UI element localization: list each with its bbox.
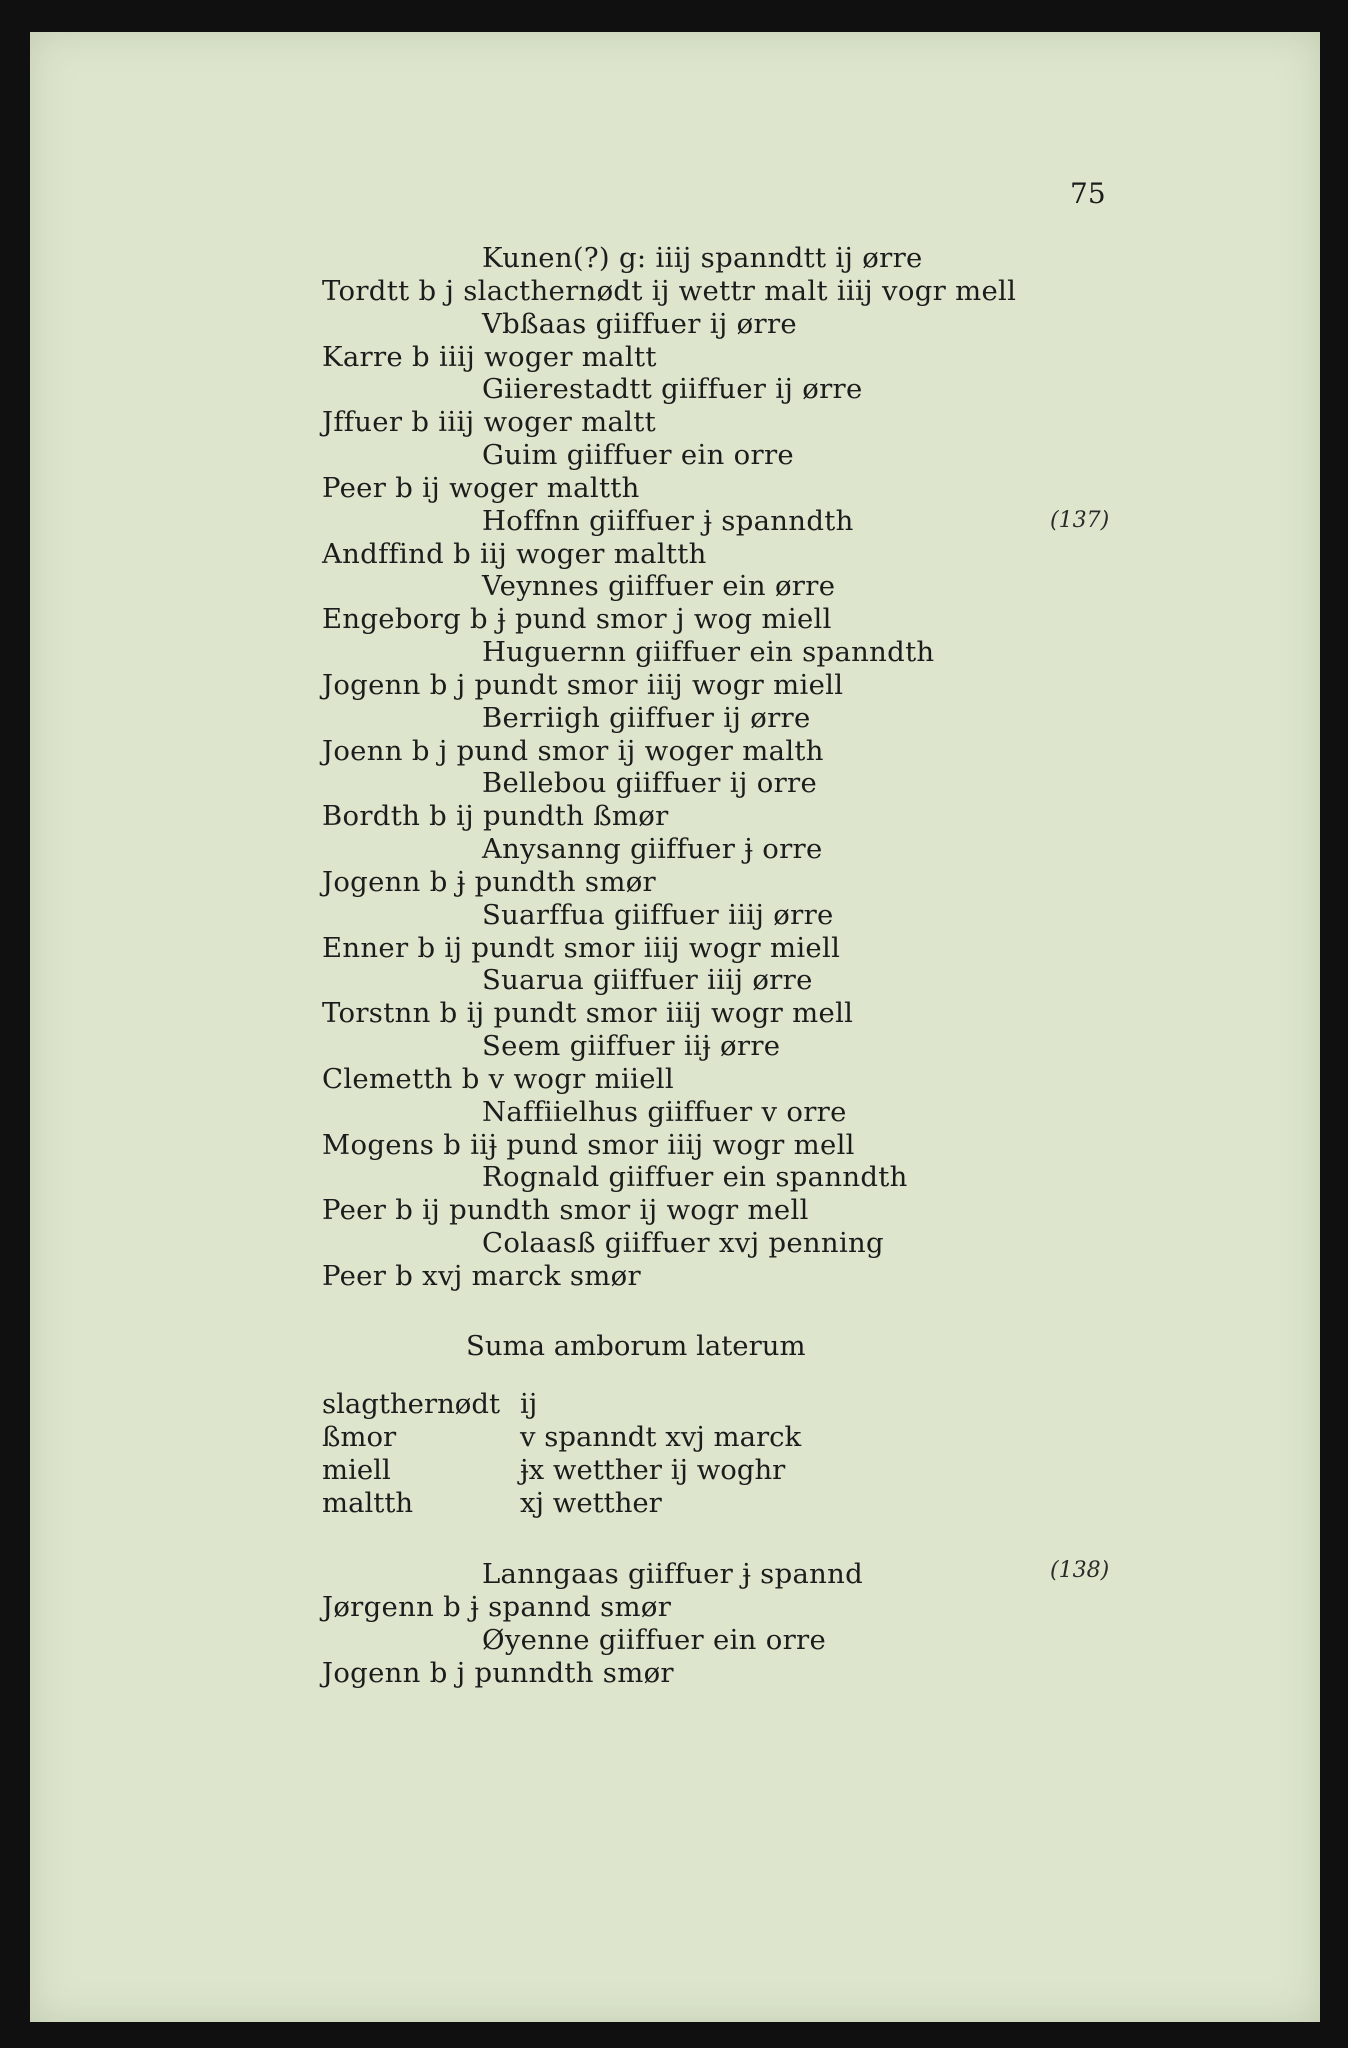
entry-line: Enner b ij pundt smor iiij wogr miell	[322, 932, 841, 964]
entry-line: Lanngaas giiffuer ɉ spannd	[482, 1558, 864, 1590]
margin-note: (137)	[1050, 508, 1110, 533]
summary-label: miell	[322, 1454, 391, 1486]
entry-line: Bellebou giiffuer ij orre	[482, 767, 818, 799]
entry-line: Øyenne giiffuer ein orre	[482, 1624, 827, 1656]
entry-line: Vbßaas giiffuer ij ørre	[482, 308, 797, 340]
entry-line: Berriigh giiffuer ij ørre	[482, 702, 811, 734]
entry-line: Anysanng giiffuer ɉ orre	[482, 833, 823, 865]
entry-line: Jogenn b j punndth smør	[322, 1657, 674, 1689]
margin-note: (138)	[1050, 1558, 1110, 1583]
entry-line: Mogens b iiɉ pund smor iiij wogr mell	[322, 1129, 855, 1161]
summary-value: ɉx wetther ij woghr	[520, 1454, 786, 1486]
entry-line: Seem giiffuer iiɉ ørre	[482, 1030, 781, 1062]
entry-line: Jffuer b iiij woger maltt	[322, 406, 656, 438]
entry-line: Veynnes giiffuer ein ørre	[482, 570, 836, 602]
entry-line: Jogenn b ɉ pundth smør	[322, 866, 656, 898]
entry-line: Peer b ij woger maltth	[322, 472, 640, 504]
entry-line: Jørgenn b ɉ spannd smør	[322, 1591, 672, 1623]
entry-line: Hoffnn giiffuer ɉ spanndth	[482, 505, 854, 537]
entry-line: Huguernn giiffuer ein spanndth	[482, 636, 935, 668]
entry-line: Jogenn b j pundt smor iiij wogr miell	[322, 669, 844, 701]
summary-heading: Suma amborum laterum	[466, 1330, 806, 1362]
summary-label: slagthernødt	[322, 1388, 501, 1420]
entry-line: Naffiielhus giiffuer v orre	[482, 1096, 847, 1128]
entry-line: Clemetth b v wogr miiell	[322, 1063, 674, 1095]
entry-line: Torstnn b ij pundt smor iiij wogr mell	[322, 997, 854, 1029]
entry-line: Karre b iiij woger maltt	[322, 341, 657, 373]
entry-line: Andffind b iij woger maltth	[322, 538, 707, 570]
entry-line: Suarua giiffuer iiij ørre	[482, 964, 813, 996]
summary-label: ßmor	[322, 1421, 397, 1453]
summary-value: ij	[520, 1388, 538, 1420]
entry-line: Bordth b ij pundth ßmør	[322, 800, 669, 832]
entry-line: Tordtt b j slacthernødt ij wettr malt iiij vogr mell	[322, 275, 1017, 307]
entry-line: Rognald giiffuer ein spanndth	[482, 1161, 908, 1193]
page-number: 75	[1070, 177, 1106, 210]
entry-line: Colaasß giiffuer xvj penning	[482, 1227, 884, 1259]
entry-line: Kunen(?) g: iiij spanndtt ij ørre	[482, 242, 923, 274]
entry-line: Giierestadtt giiffuer ij ørre	[482, 373, 863, 405]
entry-line: Peer b ij pundth smor ij wogr mell	[322, 1194, 809, 1226]
summary-label: maltth	[322, 1487, 414, 1519]
entry-line: Engeborg b ɉ pund smor j wog miell	[322, 603, 832, 635]
entry-line: Joenn b j pund smor ij woger malth	[322, 735, 824, 767]
entry-line: Suarffua giiffuer iiij ørre	[482, 899, 834, 931]
summary-value: xj wetther	[520, 1487, 662, 1519]
summary-value: v spanndt xvj marck	[520, 1421, 802, 1453]
entry-line: Peer b xvj marck smør	[322, 1260, 641, 1292]
entry-line: Guim giiffuer ein orre	[482, 439, 794, 471]
